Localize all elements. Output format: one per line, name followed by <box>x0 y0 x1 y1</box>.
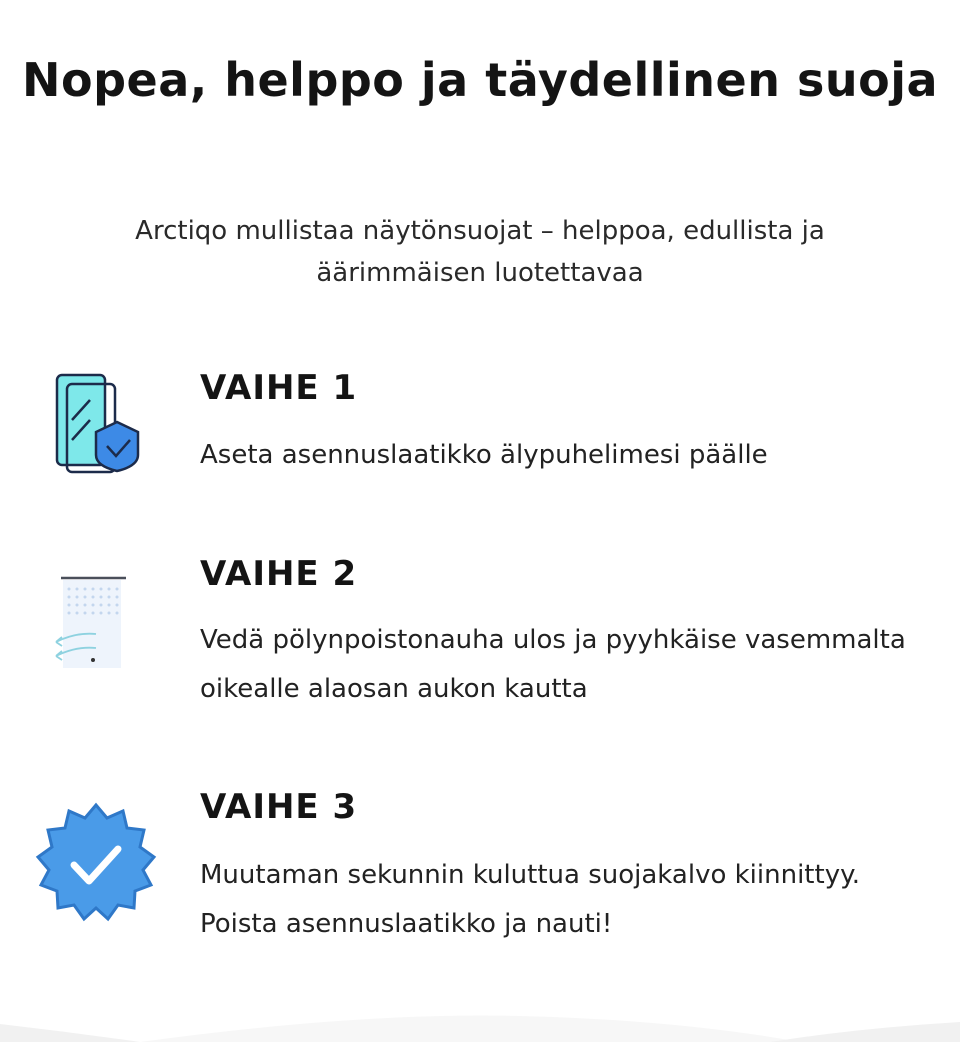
step-heading: VAIHE 3 <box>200 787 358 827</box>
step-text: Vedä pölynpoistonauha ulos ja pyyhkäise vasemmalta oikealle alaosan aukon kautta <box>200 625 906 704</box>
subtitle: Arctiqo mullistaa näytönsuojat – helppoa, edullista ja äärimmäisen luotettavaa <box>135 216 825 288</box>
step-heading: VAIHE 2 <box>200 554 358 594</box>
step-text: Aseta asennuslaatikko älypuhelimesi päälle <box>200 440 768 470</box>
page-title: Nopea, helppo ja täydellinen suoja <box>21 53 939 107</box>
step-heading: VAIHE 1 <box>200 368 358 408</box>
step-text: Muutaman sekunnin kuluttua suojakalvo kiinnittyy. Poista asennuslaatikko ja nauti! <box>200 860 861 939</box>
bottom-wave-divider <box>0 982 960 1042</box>
verified-badge-icon <box>32 801 160 929</box>
phone-shield-icon <box>52 370 144 475</box>
dust-strip-icon <box>36 574 132 694</box>
